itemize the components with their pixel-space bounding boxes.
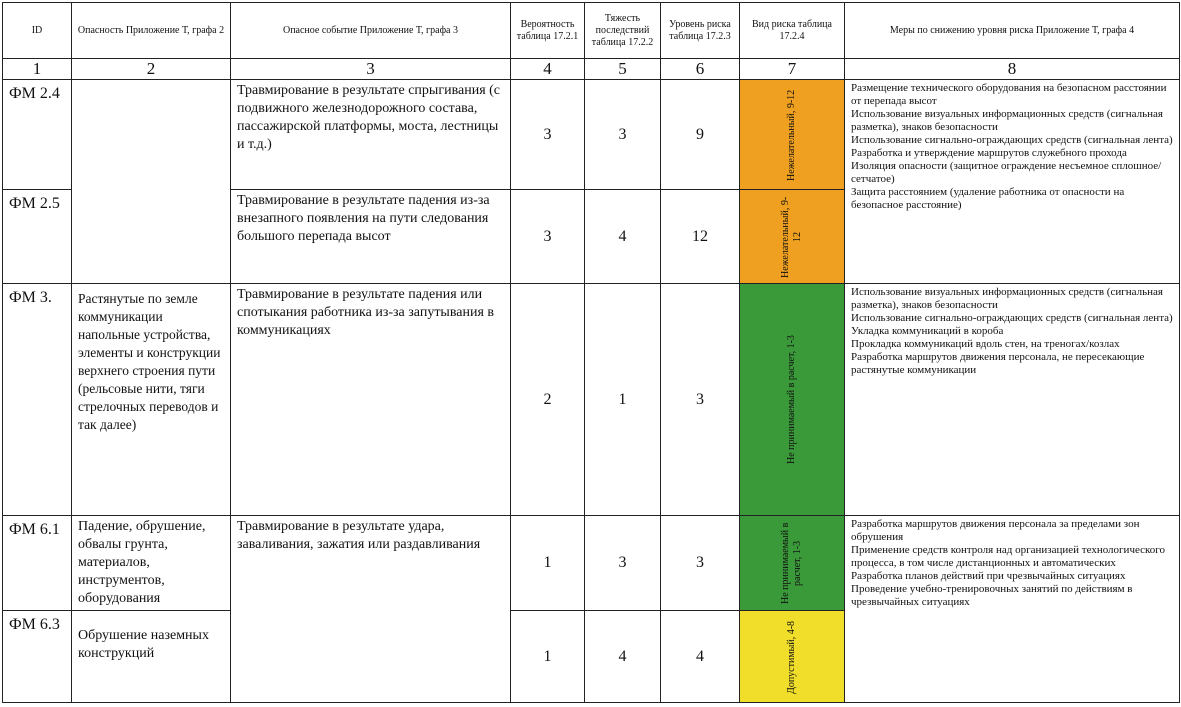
level-value: 4 (661, 611, 740, 703)
header-level: Уровень риска таблица 17.2.3 (661, 3, 740, 59)
row-id: ФМ 2.5 (3, 190, 72, 284)
risk-type-label: Допустимый, 4-8 (786, 619, 797, 694)
hazard-cell-empty (72, 80, 231, 284)
col-number: 1 (3, 59, 72, 80)
risk-type-label: Не принимаемый в расчет, 1-3 (786, 335, 797, 464)
table-row (3, 284, 1180, 516)
measures-cell: Разработка маршрутов движения персонала за пределами зон обрушения Применение средств контроля над организацией технологического процесса, в том числе дистанционных и автоматических Разработка планов действий при чрезвычайных ситуациях Проведение учебно-тренировочных занятий по действиям в чрезвычайных ситуациях (845, 516, 1180, 703)
risk-type-cell (740, 190, 845, 284)
header-row (3, 3, 1180, 59)
severity-value: 4 (585, 611, 661, 703)
header-risk-type: Вид риска таблица 17.2.4 (740, 3, 845, 59)
row-id: ФМ 2.4 (3, 80, 72, 190)
hazard-cell: Растянутые по земле коммуникации напольные устройства, элементы и конструкции верхнего строения пути (рельсовые нити, тяги стрелочных переводов и так далее) (72, 284, 231, 516)
table-row (3, 80, 1180, 190)
column-number-row (3, 59, 1180, 80)
col-number: 2 (72, 59, 231, 80)
col-number: 6 (661, 59, 740, 80)
level-value: 3 (661, 516, 740, 611)
risk-type-cell (740, 80, 845, 190)
hazard-cell: Обрушение наземных конструкций (72, 611, 231, 703)
probability-value: 1 (511, 611, 585, 703)
level-value: 3 (661, 284, 740, 516)
event-cell: Травмирование в результате падения или спотыкания работника из-за запутывания в коммуникациях (231, 284, 511, 516)
severity-value: 3 (585, 516, 661, 611)
risk-type-label: Нежелательный, 9-12 (780, 195, 803, 278)
risk-type-label: Нежелательный, 9-12 (786, 88, 797, 181)
event-cell: Травмирование в результате удара, заваливания, зажатия или раздавливания (231, 516, 511, 703)
probability-value: 3 (511, 80, 585, 190)
header-probability: Вероятность таблица 17.2.1 (511, 3, 585, 59)
header-measures: Меры по снижению уровня риска Приложение Т, графа 4 (845, 3, 1180, 59)
col-number: 5 (585, 59, 661, 80)
col-number: 8 (845, 59, 1180, 80)
risk-type-cell (740, 611, 845, 703)
col-number: 3 (231, 59, 511, 80)
row-id: ФМ 3. (3, 284, 72, 516)
probability-value: 2 (511, 284, 585, 516)
probability-value: 3 (511, 190, 585, 284)
severity-value: 1 (585, 284, 661, 516)
row-id: ФМ 6.1 (3, 516, 72, 611)
risk-type-cell (740, 284, 845, 516)
severity-value: 3 (585, 80, 661, 190)
row-id: ФМ 6.3 (3, 611, 72, 703)
header-event: Опасное событие Приложение Т, графа 3 (231, 3, 511, 59)
risk-type-cell (740, 516, 845, 611)
header-hazard: Опасность Приложение Т, графа 2 (72, 3, 231, 59)
event-cell: Травмирование в результате падения из-за внезапного появления на пути следования большого перепада высот (231, 190, 511, 284)
event-cell: Травмирование в результате спрыгивания (с подвижного железнодорожного состава, пассажирской платформы, моста, лестницы и т.д.) (231, 80, 511, 190)
header-id: ID (3, 3, 72, 59)
hazard-cell: Падение, обрушение, обвалы грунта, материалов, инструментов, оборудования (72, 516, 231, 611)
col-number: 4 (511, 59, 585, 80)
header-severity: Тяжесть последствий таблица 17.2.2 (585, 3, 661, 59)
level-value: 9 (661, 80, 740, 190)
probability-value: 1 (511, 516, 585, 611)
severity-value: 4 (585, 190, 661, 284)
measures-cell: Размещение технического оборудования на безопасном расстоянии от перепада высот Использование визуальных информационных средств (сигнальная разметка), знаков безопасности Использование сигнально-ограждающих средств (сигнальная лента) Разработка и утверждение маршрутов служебного прохода Изоляция опасности (защитное ограждение несъемное сплошное/сетчатое) Защита расстоянием (удаление работника от опасности на безопасное расстояние) (845, 80, 1180, 284)
level-value: 12 (661, 190, 740, 284)
measures-cell: Использование визуальных информационных средств (сигнальная разметка), знаков безопасности Использование сигнально-ограждающих средств (сигнальная лента) Укладка коммуникаций в короба Прокладка коммуникаций вдоль стен, на треногах/козлах Разработка маршрутов движения персонала, не пересекающие растянутые коммуникации (845, 284, 1180, 516)
risk-type-label: Не принимаемый в расчет, 1-3 (780, 522, 803, 604)
risk-table (2, 2, 1180, 703)
col-number: 7 (740, 59, 845, 80)
table-row (3, 516, 1180, 611)
